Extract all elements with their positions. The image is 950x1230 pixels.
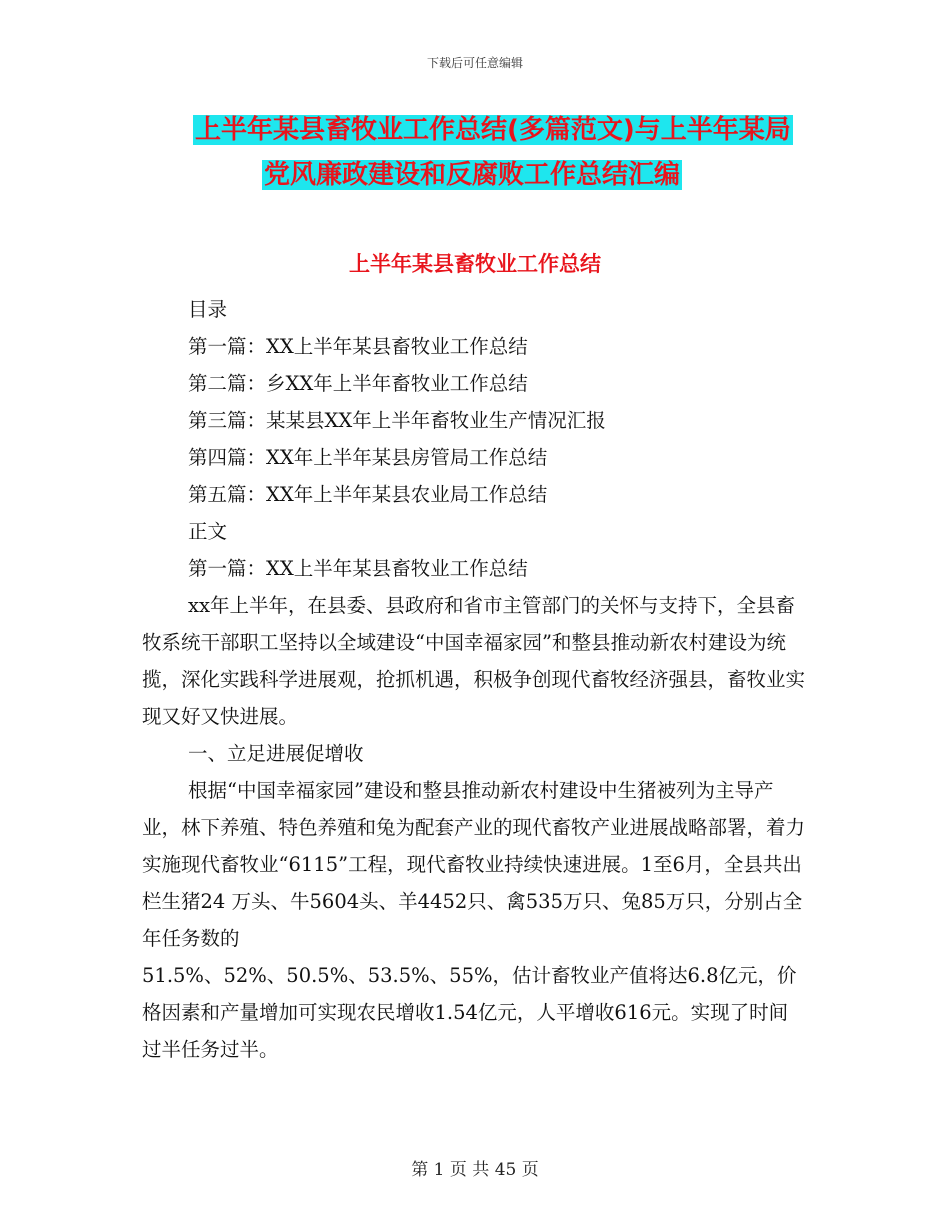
header-note: 下载后可任意编辑 bbox=[426, 56, 523, 70]
toc-item: 第四篇：XX年上半年某县房管局工作总结 bbox=[188, 446, 548, 469]
toc-item: 第一篇：XX上半年某县畜牧业工作总结 bbox=[188, 335, 528, 358]
title-highlight-2: 党风廉政建设和反腐败工作总结汇编 bbox=[264, 160, 681, 190]
paragraph-development-continued: 51.5%、52%、50.5%、53.5%、55%，估计畜牧业产值将达6.8亿元，价格因素和产量增加可实现农民增收1.54亿元，人平增收616元。实现了时间过半任务过半。 bbox=[142, 964, 797, 1061]
toc-item: 第三篇：某某县XX年上半年畜牧业生产情况汇报 bbox=[188, 409, 606, 432]
toc-item: 第二篇：乡XX年上半年畜牧业工作总结 bbox=[188, 372, 528, 395]
section-heading: 一、立足进展促增收 bbox=[188, 742, 364, 765]
title-highlight-1: 上半年某县畜牧业工作总结(多篇范文)与上半年某局 bbox=[195, 115, 791, 145]
article-title: 第一篇：XX上半年某县畜牧业工作总结 bbox=[188, 557, 528, 580]
toc-heading: 目录 bbox=[188, 298, 228, 321]
body-heading: 正文 bbox=[188, 520, 228, 543]
page-number: 第 1 页 共 45 页 bbox=[411, 1160, 539, 1180]
paragraph-intro: xx年上半年，在县委、县政府和省市主管部门的关怀与支持下，全县畜牧系统干部职工坚持以全域建设“中国幸福家园”和整县推动新农村建设为统揽，深化实践科学进展观，抢抓机遇，积极争创现代畜牧经济强县，畜牧业实现又好又快进展。 bbox=[142, 594, 806, 728]
section-title: 上半年某县畜牧业工作总结 bbox=[349, 252, 601, 276]
document-body bbox=[142, 291, 806, 1068]
document-title-line-1 bbox=[0, 112, 950, 148]
paragraph-development: 根据“中国幸福家园”建设和整县推动新农村建设中生猪被列为主导产业，林下养殖、特色养殖和兔为配套产业的现代畜牧产业进展战略部署，着力实施现代畜牧业“6115”工程，现代畜牧业持续快速进展。1至6月，全县共出栏生猪24 万头、牛5604头、羊4452只、禽535万只、兔85万只，分别占全年任务数的 bbox=[142, 779, 806, 950]
toc-item: 第五篇：XX年上半年某县农业局工作总结 bbox=[188, 483, 548, 506]
document-title-line-2 bbox=[0, 157, 950, 193]
